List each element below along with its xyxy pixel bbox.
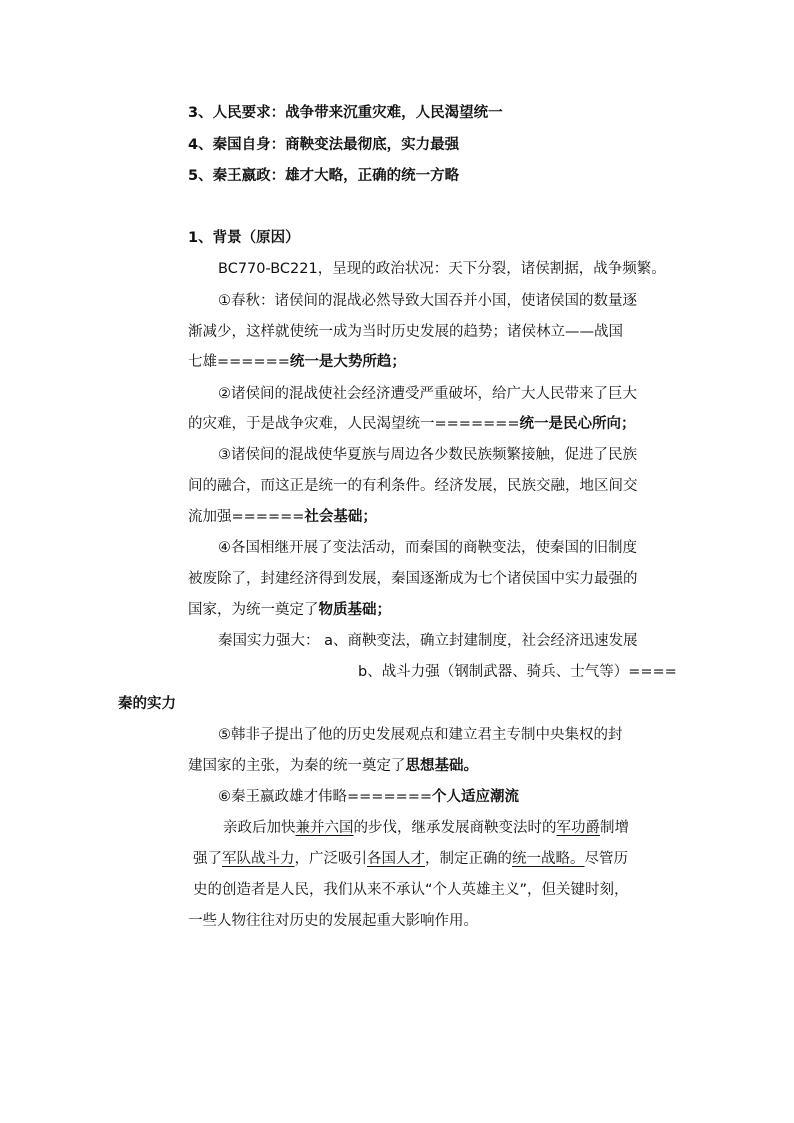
body-text: ，制定正确的 — [425, 851, 512, 867]
paragraph-line — [188, 414, 636, 434]
paragraph-line — [188, 600, 391, 620]
underlined-text: 兼并六国 — [295, 820, 354, 836]
underlined-text: 统一战略。 — [512, 851, 585, 867]
body-text: 制增 — [600, 820, 629, 836]
qin-strength-label: 秦的实力 — [118, 696, 176, 712]
body-text: 亲政后加快 — [223, 820, 296, 836]
paragraph-line — [218, 787, 519, 807]
paragraph-line: 史的创造者是人民，我们从来不承认“个人英雄主义”，但关键时刻， — [193, 882, 629, 898]
underlined-text: 军队战斗力 — [222, 851, 295, 867]
paragraph-line — [188, 756, 478, 776]
body-text: 尽管历 — [584, 851, 628, 867]
paragraph-line: ⑤韩非子提出了他的历史发展观点和建立君主专制中央集权的封 — [218, 727, 623, 743]
body-text: 强了 — [193, 851, 222, 867]
paragraph-line: ③诸侯间的混战使华夏族与周边各少数民族频繁接触，促进了民族 — [218, 447, 637, 463]
paragraph-line: ①春秋：诸侯间的混战必然导致大国吞并小国，使诸侯国的数量逐 — [218, 293, 637, 309]
list-item: 3、人民要求：战争带来沉重灾难，人民渴望统一 — [188, 105, 503, 121]
conclusion-text: 物质基础； — [318, 602, 391, 618]
paragraph-line — [188, 507, 377, 527]
body-text: 的步伐，继承发展商鞅变法时的 — [353, 820, 557, 836]
underlined-text: 军功爵 — [556, 820, 600, 836]
body-text: 的灾难，于是战争灾难，人民渴望统一======= — [188, 416, 520, 432]
body-text: 建国家的主张，为秦的统一奠定了 — [188, 758, 406, 774]
conclusion-text: 社会基础； — [304, 509, 377, 525]
paragraph-line — [193, 849, 628, 869]
paragraph-line: 一些人物往往对历史的发展起重大影响作用。 — [188, 913, 478, 929]
underlined-text: 各国人才 — [367, 851, 425, 867]
conclusion-text: 统一是民心所向； — [519, 416, 636, 432]
conclusion-text: 思想基础。 — [405, 758, 478, 774]
body-text: ⑥秦王嬴政雄才伟略======= — [218, 789, 433, 805]
paragraph-line: 渐减少，这样就使统一成为当时历史发展的趋势；诸侯林立——战国 — [188, 324, 623, 340]
paragraph-line: ②诸侯间的混战使社会经济遭受严重破坏，给广大人民带来了巨大 — [218, 386, 637, 402]
intro-paragraph: BC770-BC221，呈现的政治状况：天下分裂，诸侯割据，战争频繁。 — [218, 261, 666, 277]
conclusion-text: 统一是大势所趋； — [289, 354, 406, 370]
section-heading: 1、背景（原因） — [188, 230, 300, 246]
body-text: 流加强====== — [188, 509, 305, 525]
paragraph-line: ④各国相继开展了变法活动，而秦国的商鞅变法，使秦国的旧制度 — [218, 540, 637, 556]
paragraph-line: 被废除了，封建经济得到发展，秦国逐渐成为七个诸侯国中实力最强的 — [188, 571, 638, 587]
separator-text: 七雄====== — [188, 354, 290, 370]
qin-strength-line: 秦国实力强大： a、商鞅变法，确立封建制度，社会经济迅速发展 — [218, 633, 638, 649]
body-text: 国家，为统一奠定了 — [188, 602, 319, 618]
paragraph-line: 间的融合，而这正是统一的有利条件。经济发展，民族交融，地区间交 — [188, 478, 638, 494]
conclusion-text: 个人适应潮流 — [432, 789, 520, 805]
list-item: 5、秦王嬴政：雄才大略，正确的统一方略 — [188, 168, 460, 184]
paragraph-line — [223, 818, 629, 838]
list-item: 4、秦国自身：商鞅变法最彻底，实力最强 — [188, 137, 460, 153]
body-text: ，广泛吸引 — [294, 851, 367, 867]
paragraph-line — [188, 352, 406, 372]
qin-strength-line: b、战斗力强（钢制武器、骑兵、士气等）==== — [358, 664, 677, 680]
